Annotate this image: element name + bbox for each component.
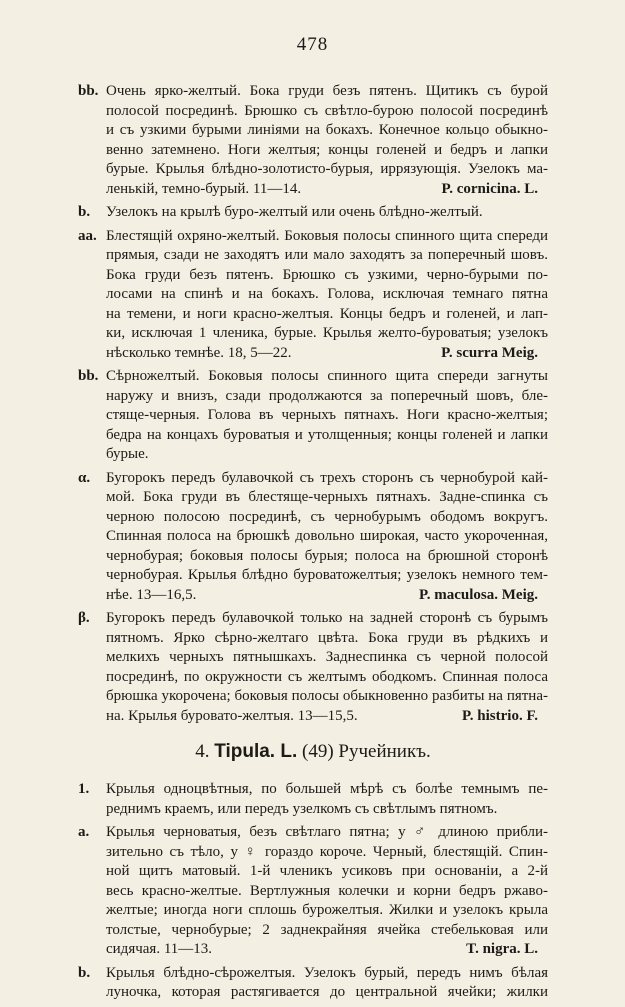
text-line: мелкихъ черныхъ пятнышкахъ. Заднеспинка съ черной полосой: [106, 649, 548, 665]
key-entries-pachyrhina: [78, 82, 548, 726]
text-line: Блестящій охряно-желтый. Боковыя полосы спинного щита спереди: [106, 227, 548, 244]
text-line-final: [106, 180, 548, 200]
key-entry: [78, 203, 548, 223]
entry-key: b.: [78, 964, 91, 981]
entry-key: bb.: [78, 368, 99, 384]
key-entry: [78, 82, 548, 199]
text-line: Крылья блѣдно-сѣрожелтыя. Узелокъ бурый, передъ нимъ бѣлая: [106, 964, 548, 981]
text-line-final: [106, 940, 548, 960]
text-line-final: [106, 344, 548, 364]
species-name: P. cornicina. L.: [441, 180, 538, 197]
text-line: лосами на спинѣ и на бокахъ. Голова, исключая темнаго пятна: [106, 286, 548, 302]
genus-name: Tipula. L.: [214, 741, 298, 762]
page-number: 478: [296, 34, 329, 55]
key-entry: [78, 227, 548, 364]
entry-key: b.: [78, 204, 91, 220]
key-entry: [78, 367, 548, 465]
text-line-end: нѣе. 13—16,5.: [106, 586, 197, 603]
entry-key: bb.: [78, 83, 99, 99]
text-line: наружу и внизъ, сзади продолжаются за поперечный шовъ, бле-: [106, 387, 548, 404]
text-line: весь красно-желтые. Вертлужныя колечки и корни бедръ ржаво-: [106, 882, 548, 899]
text-line-end: на. Крылья буровато-желтыя. 13—15,5.: [106, 707, 358, 724]
text-line: посрединѣ, по окружности съ желтымъ ободкомъ. Спинная полоса: [106, 668, 548, 685]
text-line-end: сидячая. 11—13.: [106, 941, 213, 957]
text-line-final: реднимъ краемъ, или передъ узелкомъ съ свѣтлымъ пятномъ.: [106, 800, 498, 817]
text-line: ной щитъ матовый. 1-й членикъ усиковъ при основаніи, а 2-й: [106, 863, 548, 879]
text-line: зительно съ тѣло, у ♀ гораздо короче. Черный, блестящій. Спин-: [106, 843, 548, 860]
text-line: луночка, которая растягивается до центральной ячейки; жилки: [106, 984, 548, 1000]
species-name: P. scurra Meig.: [441, 344, 538, 361]
genus-common-name: Ручейникъ.: [338, 741, 431, 762]
text-line: Спинная полоса на брюшкѣ довольно широкая, часто укороченная,: [106, 528, 548, 544]
text-line: чернобурая; боковыя полосы бурыя; полоса на брюшной сторонѣ: [106, 547, 548, 564]
species-name: P. histrio. F.: [462, 707, 538, 724]
text-line: бурые. Крылья блѣдно-золотисто-бурыя, иррязующія. Узелокъ ма-: [106, 161, 548, 177]
text-line: на темени, и ноги красно-желтыя. Концы бедръ и голеней, и лап-: [106, 305, 548, 322]
text-line: Очень ярко-желтый. Бока груди безъ пятенъ. Щитикъ съ бурой: [106, 83, 548, 99]
text-line: бедра на концахъ буроватыя и утолщенныя; концы голеней и лапки: [106, 426, 548, 443]
text-line: толстые, чернобурые; 2 заднекрайняя ячейка стебельковая или: [106, 921, 548, 938]
text-line: черною полосою посрединѣ, съ чернобурымъ ободомъ вокругъ.: [106, 508, 548, 525]
species-name: P. maculosa. Meig.: [418, 586, 538, 603]
text-line: чернобурая. Крылья блѣдно буроватожелтыя; узелокъ немного тем-: [106, 567, 548, 583]
key-entry: [78, 780, 548, 819]
text-line: прямыя, сзади не заходятъ или мало заходятъ за поперечный шовъ.: [106, 247, 548, 263]
species-count: (49): [302, 741, 334, 762]
text-line: ки, исключая 1 членика, бурые. Крылья желто-буроватыя; узелокъ: [106, 325, 548, 341]
key-entry: [78, 609, 548, 726]
text-line: Бока груди безъ пятенъ. Брюшко съ узкими, черно-бурыми по-: [106, 266, 548, 283]
text-line: мой. Бока груди въ блестяще-черныхъ пятнахъ. Задне-спинка съ: [106, 489, 548, 505]
key-entry: [78, 469, 548, 606]
genus-number: 4.: [195, 741, 210, 762]
text-line-final: [106, 707, 548, 727]
entry-key: a.: [78, 824, 90, 840]
key-entries-tipula: [78, 780, 548, 1003]
entry-key: β.: [78, 610, 90, 626]
text-line-end: ленькій, темно-бурый. 11—14.: [106, 180, 302, 197]
text-line: стяще-черныя. Голова въ черныхъ пятнахъ. Ноги красно-желтыя;: [106, 407, 548, 423]
entry-key: aa.: [78, 227, 97, 244]
species-name: T. nigra. L.: [466, 941, 538, 957]
text-line: брюшка укорочена; боковыя полосы обыкновенно разбиты на пятна-: [106, 688, 548, 704]
text-line-final: бурые.: [106, 446, 149, 462]
key-entry: [78, 823, 548, 960]
text-line: Крылья одноцвѣтныя, по большей мѣрѣ съ болѣе темнымъ пе-: [106, 781, 548, 797]
text-line: пятномъ. Ярко сѣрно-желтаго цвѣта. Бока груди въ рѣдкихъ и: [106, 629, 548, 646]
text-line: Крылья черноватыя, безъ свѣтлаго пятна; у ♂ длиною прибли-: [106, 824, 548, 840]
entry-key: 1.: [78, 781, 90, 797]
text-line: венно затемнено. Ноги желтыя; концы голеней и бедръ и лапки: [106, 141, 548, 158]
entry-key: α.: [78, 469, 91, 486]
text-line: и съ узкими бурыми линіями на бокахъ. Конечное кольцо обыкно-: [106, 122, 548, 138]
page-text: [78, 82, 548, 1007]
text-line-final: Узелокъ на крылѣ буро-желтый или очень блѣдно-желтый.: [106, 204, 483, 220]
text-line: Бугорокъ передъ булавочкой только на задней сторонѣ съ бурымъ: [106, 610, 548, 626]
text-line: желтые; иногда ноги сплошь бурожелтыя. Жилки и узелокъ крыла: [106, 902, 548, 918]
text-line: полосой посрединѣ. Брюшко съ свѣтло-бурою полосой посрединѣ: [106, 102, 548, 119]
text-line-end: нѣсколько темнѣе. 18, 5—22.: [106, 344, 292, 361]
key-entry: [78, 964, 548, 1003]
text-line: Сѣрножелтый. Боковыя полосы спинного щита спереди загнуты: [106, 368, 548, 384]
text-line-final: [106, 586, 548, 606]
text-line: Бугорокъ передъ булавочкой съ трехъ сторонъ съ чернобурой кай-: [106, 469, 548, 486]
genus-heading: [78, 740, 548, 764]
